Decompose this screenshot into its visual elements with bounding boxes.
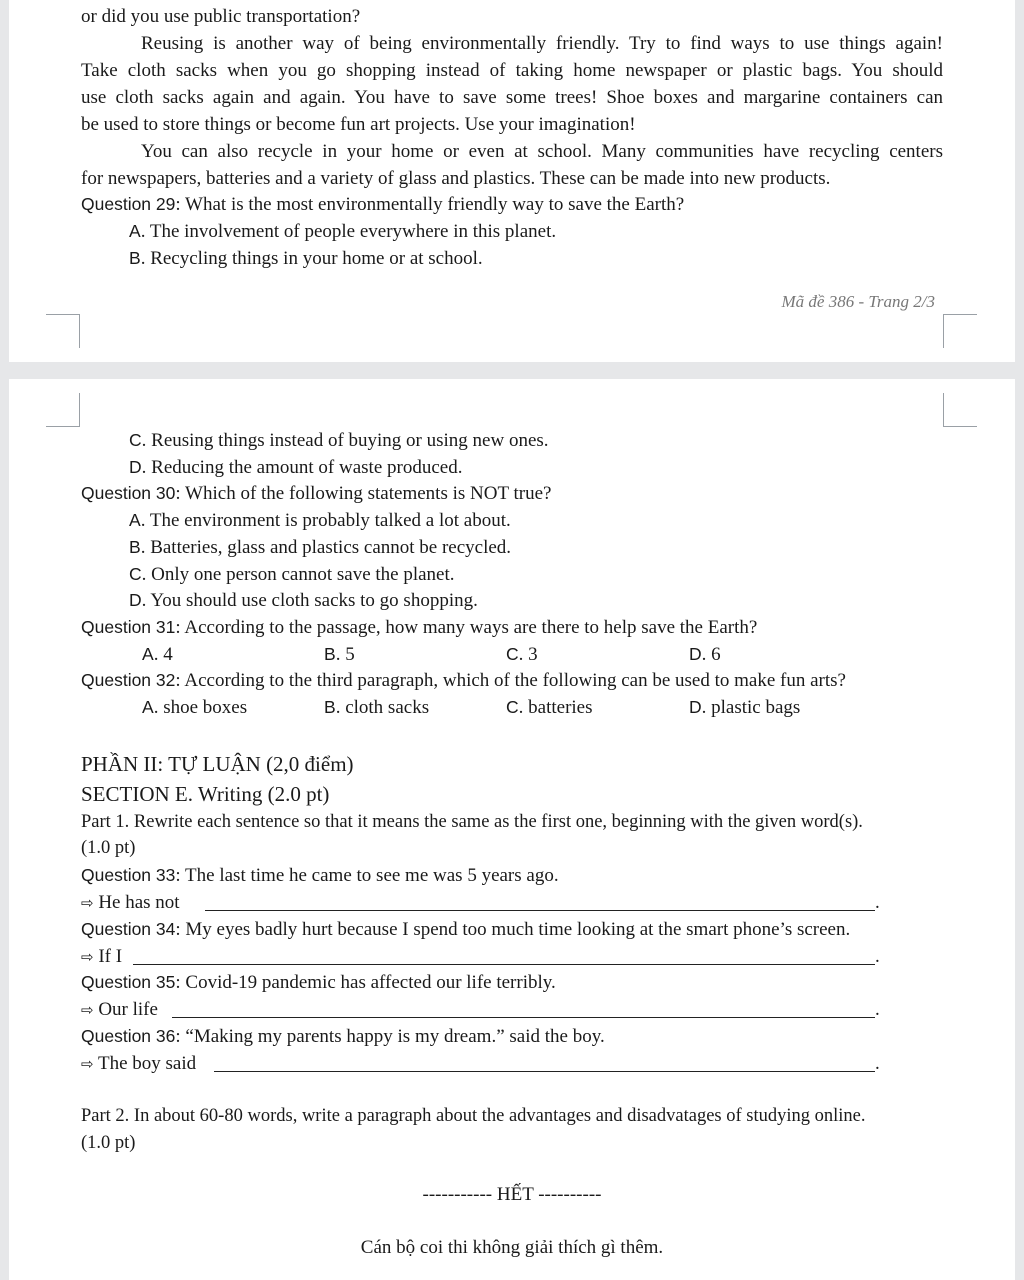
option-c <box>506 694 593 721</box>
option-letter: D <box>129 457 142 477</box>
end-dot: . <box>875 946 880 967</box>
option-text: . The environment is probably talked a lot about. <box>140 510 511 531</box>
question-text: : What is the most environmentally friendly way to save the Earth? <box>175 194 685 215</box>
answer-line[interactable] <box>133 964 875 965</box>
answer-line[interactable] <box>205 910 875 911</box>
passage-line: You can also recycle in your home or even at school. Many communities have recycling centers <box>141 141 943 162</box>
crop-mark <box>943 314 977 348</box>
option-c <box>129 561 991 588</box>
passage-line: or did you use public transportation? <box>81 6 361 27</box>
question-label: Question 31 <box>81 617 176 637</box>
question-label: Question 34 <box>81 919 176 939</box>
document-page-2 <box>9 0 1015 362</box>
answer-line[interactable] <box>172 1017 875 1018</box>
option-text: . You should use cloth sacks to go shopping. <box>141 590 478 611</box>
option-text: . 3 <box>518 644 538 665</box>
question-text: : According to the third paragraph, which of the following can be used to make fun arts? <box>175 670 846 691</box>
option-text: . Only one person cannot save the planet. <box>141 564 455 585</box>
option-letter: A <box>129 221 141 241</box>
question-32 <box>81 667 943 694</box>
option-letter: D <box>129 590 142 610</box>
option-letter: B <box>129 248 141 268</box>
option-b <box>324 694 429 721</box>
proctor-note: Cán bộ coi thi không giải thích gì thêm. <box>360 1237 664 1258</box>
answer-start: Our life <box>93 999 158 1020</box>
option-d <box>689 694 800 721</box>
passage-line: for newspapers, batteries and a variety of glass and plastics. These can be made into new products. <box>81 168 831 189</box>
question-text: : The last time he came to see me was 5 years ago. <box>175 865 559 886</box>
answer-prompt <box>81 943 943 971</box>
option-text: . The involvement of people everywhere in this planet. <box>140 221 557 242</box>
end-dot: . <box>875 1053 880 1074</box>
question-text: : My eyes badly hurt because I spend too much time looking at the smart phone’s screen. <box>175 919 851 940</box>
option-c <box>506 641 538 668</box>
option-a <box>129 218 991 245</box>
part2-instruction: Part 2. In about 60-80 words, write a paragraph about the advantages and disadvatages of studying online. <box>81 1106 866 1126</box>
answer-line[interactable] <box>214 1071 875 1072</box>
answer-prompt <box>81 889 943 917</box>
section-heading: SECTION E. Writing (2.0 pt) <box>81 782 330 806</box>
option-letter: B <box>129 537 141 557</box>
question-text: : Covid-19 pandemic has affected our life terribly. <box>175 972 556 993</box>
option-letter: A <box>142 644 154 664</box>
answer-start: He has not <box>93 892 180 913</box>
option-letter: A <box>129 510 141 530</box>
answer-prompt <box>81 1050 943 1078</box>
answer-start: If I <box>93 946 123 967</box>
option-b <box>129 245 991 272</box>
end-dot: . <box>875 999 880 1020</box>
option-text: . Recycling things in your home or at school. <box>140 248 483 269</box>
arrow-icon: ⇨ <box>81 948 94 966</box>
option-letter: D <box>689 697 702 717</box>
option-a <box>142 694 247 721</box>
option-letter: B <box>324 697 336 717</box>
option-c <box>129 427 991 454</box>
option-text: . 5 <box>335 644 355 665</box>
option-letter: B <box>324 644 336 664</box>
question-34 <box>81 916 943 943</box>
question-31 <box>81 614 943 641</box>
question-label: Question 33 <box>81 865 176 885</box>
question-35 <box>81 969 943 996</box>
part1-instruction: Part 1. Rewrite each sentence so that it means the same as the first one, beginning with the given word(s). <box>81 812 863 832</box>
option-letter: C <box>506 697 519 717</box>
question-label: Question 30 <box>81 483 176 503</box>
option-letter: A <box>142 697 154 717</box>
crop-mark <box>46 314 80 348</box>
question-label: Question 36 <box>81 1026 176 1046</box>
crop-mark <box>943 393 977 427</box>
passage-line: use cloth sacks again and again. You have to save some trees! Shoe boxes and margarine containers can <box>81 87 943 108</box>
option-text: . batteries <box>518 697 593 718</box>
question-text: : According to the passage, how many ways are there to help save the Earth? <box>175 617 758 638</box>
option-text: . Reusing things instead of buying or using new ones. <box>141 430 549 451</box>
end-mark: ----------- HẾT ---------- <box>422 1184 602 1205</box>
option-d <box>689 641 721 668</box>
question-text: : Which of the following statements is NOT true? <box>175 483 552 504</box>
option-text: . cloth sacks <box>335 697 430 718</box>
end-dot: . <box>875 892 880 913</box>
part2-points: (1.0 pt) <box>81 1133 136 1153</box>
option-text: . plastic bags <box>701 697 801 718</box>
question-30 <box>81 480 943 507</box>
option-letter: C <box>129 564 142 584</box>
question-36 <box>81 1023 943 1050</box>
option-d <box>129 587 991 614</box>
option-text: . shoe boxes <box>153 697 248 718</box>
option-b <box>129 534 991 561</box>
question-text: : “Making my parents happy is my dream.” said the boy. <box>175 1026 605 1047</box>
arrow-icon: ⇨ <box>81 894 94 912</box>
document-page-3 <box>9 379 1015 1280</box>
crop-mark <box>46 393 80 427</box>
answer-prompt <box>81 996 943 1024</box>
page-footer: Mã đề 386 - Trang 2/3 <box>781 292 935 311</box>
option-text: . 6 <box>701 644 721 665</box>
option-d <box>129 454 991 481</box>
option-a <box>142 641 173 668</box>
passage-line: be used to store things or become fun art projects. Use your imagination! <box>81 114 636 135</box>
question-label: Question 35 <box>81 972 176 992</box>
option-text: . Reducing the amount of waste produced. <box>141 457 463 478</box>
option-text: . Batteries, glass and plastics cannot be recycled. <box>140 537 512 558</box>
question-label: Question 32 <box>81 670 176 690</box>
question-29 <box>81 191 943 218</box>
option-letter: C <box>506 644 519 664</box>
question-label: Question 29 <box>81 194 176 214</box>
arrow-icon: ⇨ <box>81 1001 94 1019</box>
answer-start: The boy said <box>93 1053 197 1074</box>
option-text: . 4 <box>153 644 173 665</box>
part-heading: PHẦN II: TỰ LUẬN (2,0 điểm) <box>81 752 354 776</box>
question-33 <box>81 862 943 889</box>
option-letter: D <box>689 644 702 664</box>
part1-points: (1.0 pt) <box>81 838 136 858</box>
option-letter: C <box>129 430 142 450</box>
arrow-icon: ⇨ <box>81 1055 94 1073</box>
passage-line: Take cloth sacks when you go shopping instead of taking home newspaper or plastic bags. You should <box>81 60 943 81</box>
option-a <box>129 507 991 534</box>
option-b <box>324 641 355 668</box>
passage-line: Reusing is another way of being environmentally friendly. Try to find ways to use things again! <box>141 33 943 54</box>
